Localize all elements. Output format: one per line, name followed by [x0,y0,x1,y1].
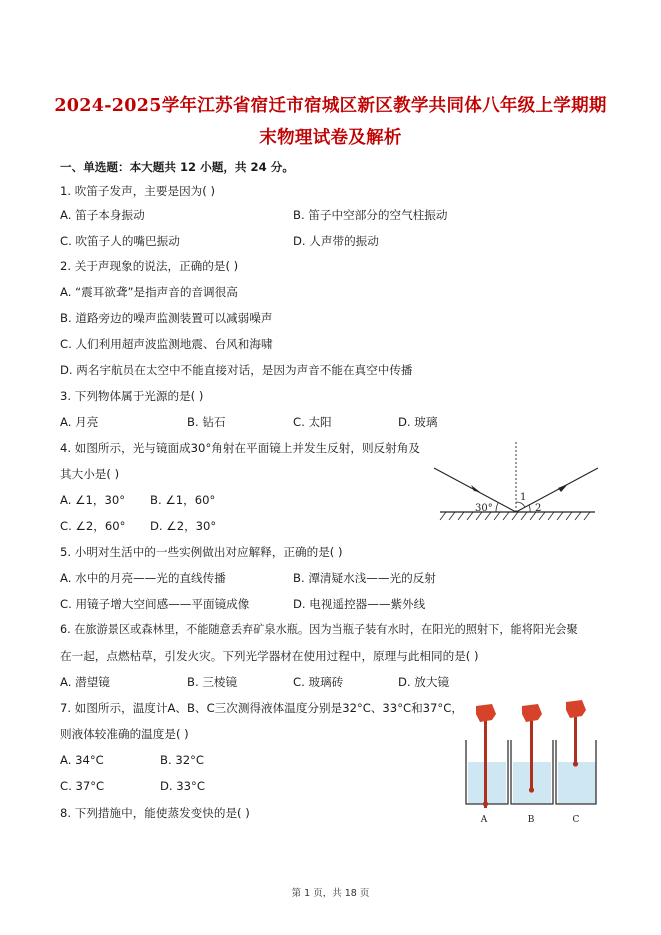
question-7-option-d: D. 33°C [160,779,205,793]
question-4-stem-line-2: 其大小是( ) [60,467,120,481]
question-5-option-b: B. 潭清疑水浅——光的反射 [293,571,436,585]
angle-label-1: 1 [520,492,527,503]
question-3-option-c: C. 太阳 [293,415,332,429]
hand-a-icon [476,704,496,722]
question-6-stem-line-2: 在一起，点燃枯草，引发火灾。下列光学器材在使用过程中，原理与此相同的是( ) [60,649,479,663]
question-1-option-a: A. 笛子本身振动 [60,208,145,222]
question-7-stem-line-2: 则液体较准确的温度是( ) [60,727,189,741]
question-2-option-d: D. 两名宇航员在太空中不能直接对话，是因为声音不能在真空中传播 [60,363,413,377]
question-5-option-a: A. 水中的月亮——光的直线传播 [60,571,226,585]
beaker-a [466,704,508,808]
thermometer-b [530,714,533,790]
mirror-hatching [440,512,590,520]
beaker-b [511,704,553,804]
question-4-stem-line-1: 4. 如图所示，光与镜面成30°角射在平面镜上并发生反射，则反射角及 [60,441,420,455]
question-3-stem: 3. 下列物体属于光源的是( ) [60,389,204,403]
doc-title-line-1: 2024-2025学年江苏省宿迁市宿城区新区教学共同体八年级上学期期 [54,96,607,116]
question-3-option-b: B. 钻石 [187,415,226,429]
angle-arc-2 [529,505,530,512]
question-2-option-c: C. 人们利用超声波监测地震、台风和海啸 [60,337,273,351]
label-c: C [572,815,580,825]
question-4-option-d: D. ∠2，30° [150,519,217,533]
reflected-arrow [558,484,568,492]
question-3-option-a: A. 月亮 [60,415,99,429]
question-5-option-d: D. 电视遥控器——紫外线 [293,597,426,611]
question-8-stem: 8. 下列措施中，能使蒸发变快的是( ) [60,806,250,820]
question-7-option-a: A. 34°C [60,753,104,767]
question-3-option-d: D. 玻璃 [398,415,438,429]
question-6-stem-line-1: 6. 在旅游景区或森林里，不能随意丢弃矿泉水瓶。因为当瓶子装有水时，在阳光的照射下，能将阳光会聚 [60,623,578,636]
question-5-stem: 5. 小明对生活中的一些实例做出对应解释，正确的是( ) [60,545,343,559]
label-a: A [480,815,488,825]
question-1-option-b: B. 笛子中空部分的空气柱振动 [293,208,448,222]
water-c [558,762,596,804]
question-7-option-c: C. 37°C [60,779,105,793]
question-2-stem: 2. 关于声现象的说法，正确的是( ) [60,259,239,273]
thermometer-a [484,714,487,808]
question-7-option-b: B. 32°C [160,753,204,767]
question-1-stem: 1. 吹笛子发声，主要是因为( ) [60,184,216,198]
reflection-diagram [430,440,610,528]
question-4-option-a: A. ∠1，30° [60,493,126,507]
question-6-option-a: A. 潜望镜 [60,675,110,689]
angle-arc-30 [496,503,498,512]
beaker-c [556,700,596,804]
question-6-option-d: D. 放大镜 [398,675,450,689]
question-4-option-b: B. ∠1，60° [150,493,216,507]
doc-title-line-2: 末物理试卷及解析 [259,128,402,148]
page-footer: 第 1 页，共 18 页 [291,888,370,899]
question-2-option-b: B. 道路旁边的噪声监测装置可以减弱噪声 [60,311,273,325]
hand-b-icon [522,704,542,722]
angle-label-30: 30° [475,503,493,514]
question-4-option-c: C. ∠2，60° [60,519,126,533]
angle-label-2: 2 [535,503,542,514]
question-1-option-c: C. 吹笛子人的嘴巴振动 [60,234,180,248]
section-heading: 一、单选题：本大题共 12 小题，共 24 分。 [60,160,294,174]
label-b: B [527,815,535,825]
reflected-ray [516,468,598,512]
question-5-option-c: C. 用镜子增大空间感——平面镜成像 [60,597,250,611]
question-2-option-a: A. “震耳欲聋”是指声音的音调很高 [60,285,238,299]
hand-c-icon [566,700,586,718]
question-7-stem-line-1: 7. 如图所示，温度计A、B、C三次测得液体温度分别是32°C、33°C和37°C， [60,701,463,715]
thermometer-diagram [462,700,597,825]
question-1-option-d: D. 人声带的振动 [293,234,379,248]
question-6-option-b: B. 三棱镜 [187,675,238,689]
question-6-option-c: C. 玻璃砖 [293,675,344,689]
